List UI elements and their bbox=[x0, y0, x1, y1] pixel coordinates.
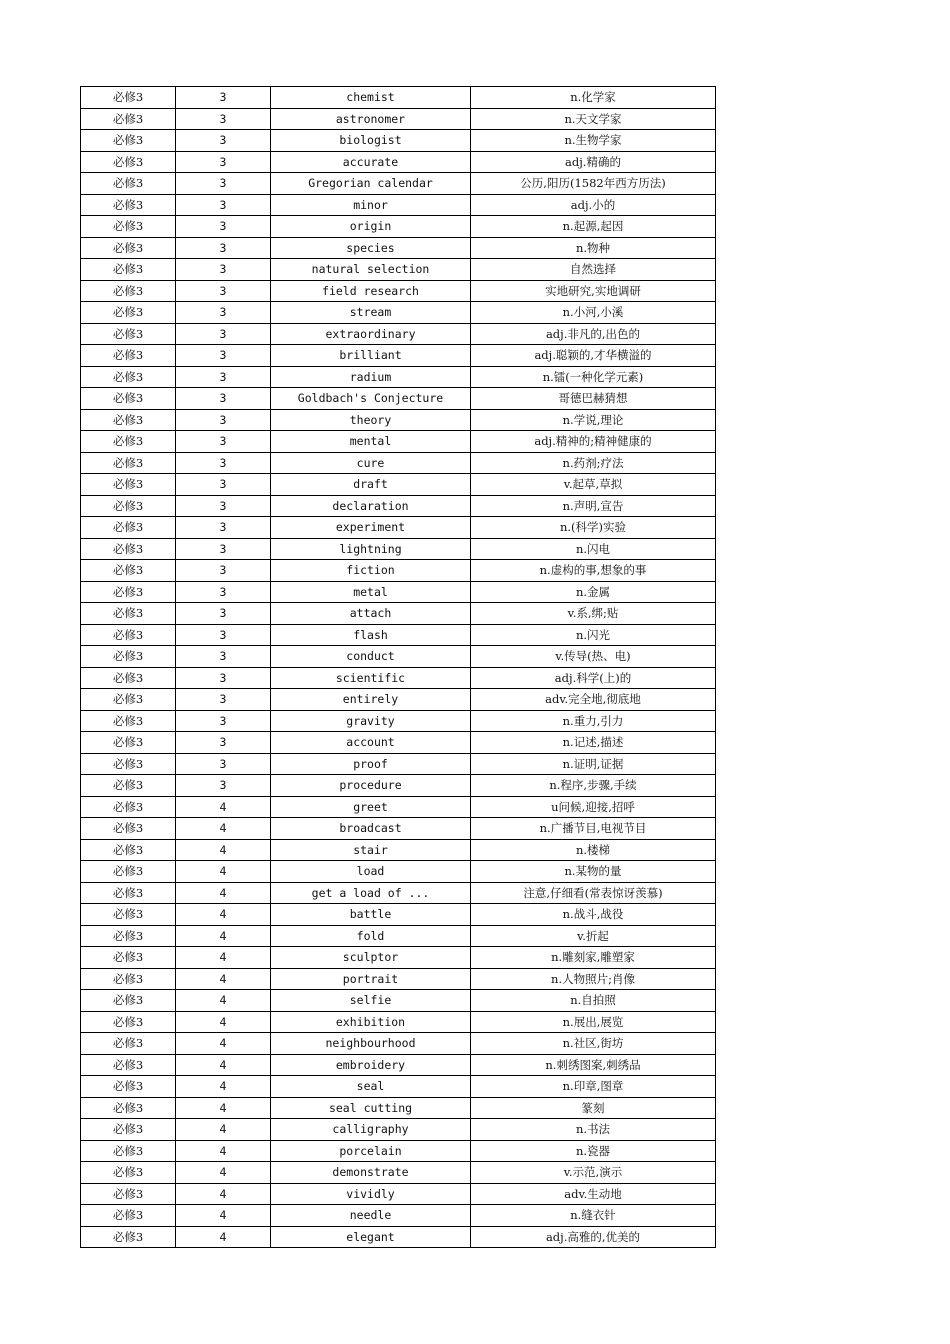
word-cell: demonstrate bbox=[271, 1162, 471, 1184]
textbook-cell: 必修3 bbox=[81, 216, 176, 238]
table-row bbox=[81, 603, 716, 625]
word-cell: entirely bbox=[271, 689, 471, 711]
meaning-cell: n.雕刻家,雕塑家 bbox=[471, 947, 716, 969]
unit-cell: 3 bbox=[176, 517, 271, 539]
unit-cell: 3 bbox=[176, 624, 271, 646]
table-row bbox=[81, 1097, 716, 1119]
textbook-cell: 必修3 bbox=[81, 1119, 176, 1141]
textbook-cell: 必修3 bbox=[81, 753, 176, 775]
word-cell: broadcast bbox=[271, 818, 471, 840]
word-cell: porcelain bbox=[271, 1140, 471, 1162]
word-cell: attach bbox=[271, 603, 471, 625]
textbook-cell: 必修3 bbox=[81, 882, 176, 904]
unit-cell: 4 bbox=[176, 947, 271, 969]
word-cell: fold bbox=[271, 925, 471, 947]
meaning-cell: adv.生动地 bbox=[471, 1183, 716, 1205]
textbook-cell: 必修3 bbox=[81, 1076, 176, 1098]
unit-cell: 4 bbox=[176, 990, 271, 1012]
unit-cell: 4 bbox=[176, 904, 271, 926]
textbook-cell: 必修3 bbox=[81, 603, 176, 625]
unit-cell: 3 bbox=[176, 452, 271, 474]
unit-cell: 4 bbox=[176, 839, 271, 861]
textbook-cell: 必修3 bbox=[81, 452, 176, 474]
meaning-cell: n.闪光 bbox=[471, 624, 716, 646]
textbook-cell: 必修3 bbox=[81, 495, 176, 517]
word-cell: metal bbox=[271, 581, 471, 603]
table-row bbox=[81, 366, 716, 388]
word-cell: needle bbox=[271, 1205, 471, 1227]
textbook-cell: 必修3 bbox=[81, 925, 176, 947]
textbook-cell: 必修3 bbox=[81, 302, 176, 324]
word-cell: declaration bbox=[271, 495, 471, 517]
unit-cell: 3 bbox=[176, 130, 271, 152]
meaning-cell: adj.非凡的,出色的 bbox=[471, 323, 716, 345]
meaning-cell: n.记述,描述 bbox=[471, 732, 716, 754]
word-cell: draft bbox=[271, 474, 471, 496]
textbook-cell: 必修3 bbox=[81, 194, 176, 216]
table-row bbox=[81, 1162, 716, 1184]
word-cell: gravity bbox=[271, 710, 471, 732]
meaning-cell: n.药剂;疗法 bbox=[471, 452, 716, 474]
word-cell: scientific bbox=[271, 667, 471, 689]
table-row bbox=[81, 108, 716, 130]
unit-cell: 3 bbox=[176, 366, 271, 388]
meaning-cell: n.广播节目,电视节目 bbox=[471, 818, 716, 840]
unit-cell: 4 bbox=[176, 1183, 271, 1205]
word-cell: seal cutting bbox=[271, 1097, 471, 1119]
unit-cell: 3 bbox=[176, 173, 271, 195]
textbook-cell: 必修3 bbox=[81, 581, 176, 603]
textbook-cell: 必修3 bbox=[81, 87, 176, 109]
word-cell: portrait bbox=[271, 968, 471, 990]
textbook-cell: 必修3 bbox=[81, 968, 176, 990]
textbook-cell: 必修3 bbox=[81, 517, 176, 539]
unit-cell: 4 bbox=[176, 925, 271, 947]
table-row bbox=[81, 904, 716, 926]
table-row bbox=[81, 689, 716, 711]
textbook-cell: 必修3 bbox=[81, 624, 176, 646]
vocabulary-table bbox=[80, 86, 716, 1248]
textbook-cell: 必修3 bbox=[81, 538, 176, 560]
meaning-cell: adj.聪颖的,才华横溢的 bbox=[471, 345, 716, 367]
textbook-cell: 必修3 bbox=[81, 775, 176, 797]
unit-cell: 4 bbox=[176, 1033, 271, 1055]
meaning-cell: n.缝衣针 bbox=[471, 1205, 716, 1227]
word-cell: fiction bbox=[271, 560, 471, 582]
textbook-cell: 必修3 bbox=[81, 732, 176, 754]
table-row bbox=[81, 861, 716, 883]
table-row bbox=[81, 1076, 716, 1098]
word-cell: sculptor bbox=[271, 947, 471, 969]
textbook-cell: 必修3 bbox=[81, 1054, 176, 1076]
word-cell: astronomer bbox=[271, 108, 471, 130]
table-row bbox=[81, 732, 716, 754]
unit-cell: 3 bbox=[176, 710, 271, 732]
table-row bbox=[81, 495, 716, 517]
table-row bbox=[81, 452, 716, 474]
unit-cell: 3 bbox=[176, 560, 271, 582]
table-row bbox=[81, 775, 716, 797]
table-row bbox=[81, 345, 716, 367]
word-cell: conduct bbox=[271, 646, 471, 668]
meaning-cell: v.系,绑;贴 bbox=[471, 603, 716, 625]
table-row bbox=[81, 1140, 716, 1162]
textbook-cell: 必修3 bbox=[81, 173, 176, 195]
table-row bbox=[81, 796, 716, 818]
meaning-cell: n.小河,小溪 bbox=[471, 302, 716, 324]
unit-cell: 3 bbox=[176, 581, 271, 603]
textbook-cell: 必修3 bbox=[81, 1097, 176, 1119]
unit-cell: 3 bbox=[176, 151, 271, 173]
table-row bbox=[81, 818, 716, 840]
unit-cell: 4 bbox=[176, 1011, 271, 1033]
table-row bbox=[81, 1011, 716, 1033]
table-row bbox=[81, 1119, 716, 1141]
unit-cell: 4 bbox=[176, 1119, 271, 1141]
table-row bbox=[81, 517, 716, 539]
meaning-cell: 公历,阳历(1582年西方历法) bbox=[471, 173, 716, 195]
textbook-cell: 必修3 bbox=[81, 1140, 176, 1162]
meaning-cell: n.学说,理论 bbox=[471, 409, 716, 431]
meaning-cell: n.闪电 bbox=[471, 538, 716, 560]
meaning-cell: adj.精神的;精神健康的 bbox=[471, 431, 716, 453]
table-row bbox=[81, 560, 716, 582]
meaning-cell: u问候,迎接,招呼 bbox=[471, 796, 716, 818]
unit-cell: 4 bbox=[176, 1226, 271, 1248]
table-row bbox=[81, 753, 716, 775]
word-cell: selfie bbox=[271, 990, 471, 1012]
word-cell: exhibition bbox=[271, 1011, 471, 1033]
textbook-cell: 必修3 bbox=[81, 1205, 176, 1227]
meaning-cell: adj.高雅的,优美的 bbox=[471, 1226, 716, 1248]
table-row bbox=[81, 474, 716, 496]
unit-cell: 4 bbox=[176, 1054, 271, 1076]
textbook-cell: 必修3 bbox=[81, 861, 176, 883]
textbook-cell: 必修3 bbox=[81, 990, 176, 1012]
meaning-cell: v.传导(热、电) bbox=[471, 646, 716, 668]
unit-cell: 3 bbox=[176, 753, 271, 775]
meaning-cell: adv.完全地,彻底地 bbox=[471, 689, 716, 711]
table-row bbox=[81, 173, 716, 195]
textbook-cell: 必修3 bbox=[81, 108, 176, 130]
meaning-cell: n.物种 bbox=[471, 237, 716, 259]
textbook-cell: 必修3 bbox=[81, 818, 176, 840]
meaning-cell: n.瓷器 bbox=[471, 1140, 716, 1162]
word-cell: seal bbox=[271, 1076, 471, 1098]
unit-cell: 4 bbox=[176, 1140, 271, 1162]
unit-cell: 3 bbox=[176, 538, 271, 560]
unit-cell: 4 bbox=[176, 861, 271, 883]
meaning-cell: adj.科学(上)的 bbox=[471, 667, 716, 689]
word-cell: extraordinary bbox=[271, 323, 471, 345]
word-cell: battle bbox=[271, 904, 471, 926]
textbook-cell: 必修3 bbox=[81, 409, 176, 431]
word-cell: account bbox=[271, 732, 471, 754]
unit-cell: 3 bbox=[176, 388, 271, 410]
textbook-cell: 必修3 bbox=[81, 796, 176, 818]
meaning-cell: n.程序,步骤,手续 bbox=[471, 775, 716, 797]
word-cell: brilliant bbox=[271, 345, 471, 367]
unit-cell: 4 bbox=[176, 1076, 271, 1098]
word-cell: chemist bbox=[271, 87, 471, 109]
textbook-cell: 必修3 bbox=[81, 667, 176, 689]
meaning-cell: n.某物的量 bbox=[471, 861, 716, 883]
meaning-cell: 实地研究,实地调研 bbox=[471, 280, 716, 302]
meaning-cell: n.化学家 bbox=[471, 87, 716, 109]
meaning-cell: n.人物照片;肖像 bbox=[471, 968, 716, 990]
meaning-cell: adj.精确的 bbox=[471, 151, 716, 173]
word-cell: mental bbox=[271, 431, 471, 453]
textbook-cell: 必修3 bbox=[81, 366, 176, 388]
word-cell: calligraphy bbox=[271, 1119, 471, 1141]
table-row bbox=[81, 925, 716, 947]
word-cell: natural selection bbox=[271, 259, 471, 281]
table-row bbox=[81, 624, 716, 646]
vocabulary-table-body bbox=[81, 87, 716, 1248]
unit-cell: 3 bbox=[176, 302, 271, 324]
meaning-cell: n.展出,展览 bbox=[471, 1011, 716, 1033]
unit-cell: 3 bbox=[176, 323, 271, 345]
table-row bbox=[81, 882, 716, 904]
unit-cell: 3 bbox=[176, 259, 271, 281]
unit-cell: 4 bbox=[176, 1205, 271, 1227]
meaning-cell: v.折起 bbox=[471, 925, 716, 947]
table-row bbox=[81, 130, 716, 152]
table-row bbox=[81, 302, 716, 324]
word-cell: stream bbox=[271, 302, 471, 324]
word-cell: stair bbox=[271, 839, 471, 861]
textbook-cell: 必修3 bbox=[81, 560, 176, 582]
meaning-cell: adj.小的 bbox=[471, 194, 716, 216]
table-row bbox=[81, 1205, 716, 1227]
unit-cell: 3 bbox=[176, 194, 271, 216]
textbook-cell: 必修3 bbox=[81, 1162, 176, 1184]
unit-cell: 4 bbox=[176, 1097, 271, 1119]
unit-cell: 3 bbox=[176, 345, 271, 367]
word-cell: greet bbox=[271, 796, 471, 818]
unit-cell: 3 bbox=[176, 237, 271, 259]
unit-cell: 3 bbox=[176, 495, 271, 517]
meaning-cell: n.天文学家 bbox=[471, 108, 716, 130]
table-row bbox=[81, 646, 716, 668]
unit-cell: 3 bbox=[176, 409, 271, 431]
meaning-cell: n.书法 bbox=[471, 1119, 716, 1141]
meaning-cell: n.金属 bbox=[471, 581, 716, 603]
meaning-cell: v.起草,草拟 bbox=[471, 474, 716, 496]
word-cell: get a load of ... bbox=[271, 882, 471, 904]
meaning-cell: n.刺绣图案,刺绣品 bbox=[471, 1054, 716, 1076]
table-row bbox=[81, 280, 716, 302]
unit-cell: 4 bbox=[176, 882, 271, 904]
word-cell: theory bbox=[271, 409, 471, 431]
unit-cell: 4 bbox=[176, 968, 271, 990]
textbook-cell: 必修3 bbox=[81, 904, 176, 926]
table-row bbox=[81, 581, 716, 603]
textbook-cell: 必修3 bbox=[81, 280, 176, 302]
textbook-cell: 必修3 bbox=[81, 710, 176, 732]
table-row bbox=[81, 409, 716, 431]
table-row bbox=[81, 194, 716, 216]
table-row bbox=[81, 388, 716, 410]
meaning-cell: 篆刻 bbox=[471, 1097, 716, 1119]
table-row bbox=[81, 151, 716, 173]
textbook-cell: 必修3 bbox=[81, 646, 176, 668]
unit-cell: 3 bbox=[176, 775, 271, 797]
textbook-cell: 必修3 bbox=[81, 237, 176, 259]
word-cell: biologist bbox=[271, 130, 471, 152]
word-cell: experiment bbox=[271, 517, 471, 539]
table-row bbox=[81, 839, 716, 861]
unit-cell: 4 bbox=[176, 818, 271, 840]
textbook-cell: 必修3 bbox=[81, 1226, 176, 1248]
unit-cell: 3 bbox=[176, 474, 271, 496]
meaning-cell: n.虚构的事,想象的事 bbox=[471, 560, 716, 582]
meaning-cell: n.(科学)实验 bbox=[471, 517, 716, 539]
table-row bbox=[81, 667, 716, 689]
table-row bbox=[81, 968, 716, 990]
textbook-cell: 必修3 bbox=[81, 947, 176, 969]
textbook-cell: 必修3 bbox=[81, 345, 176, 367]
meaning-cell: 哥德巴赫猜想 bbox=[471, 388, 716, 410]
table-row bbox=[81, 1183, 716, 1205]
table-row bbox=[81, 1054, 716, 1076]
textbook-cell: 必修3 bbox=[81, 323, 176, 345]
word-cell: cure bbox=[271, 452, 471, 474]
unit-cell: 3 bbox=[176, 280, 271, 302]
table-row bbox=[81, 1226, 716, 1248]
word-cell: accurate bbox=[271, 151, 471, 173]
textbook-cell: 必修3 bbox=[81, 130, 176, 152]
word-cell: flash bbox=[271, 624, 471, 646]
word-cell: proof bbox=[271, 753, 471, 775]
meaning-cell: n.自拍照 bbox=[471, 990, 716, 1012]
word-cell: radium bbox=[271, 366, 471, 388]
meaning-cell: 注意,仔细看(常表惊讶羡慕) bbox=[471, 882, 716, 904]
word-cell: Gregorian calendar bbox=[271, 173, 471, 195]
table-row bbox=[81, 710, 716, 732]
textbook-cell: 必修3 bbox=[81, 1011, 176, 1033]
table-row bbox=[81, 87, 716, 109]
textbook-cell: 必修3 bbox=[81, 431, 176, 453]
meaning-cell: n.战斗,战役 bbox=[471, 904, 716, 926]
meaning-cell: n.社区,街坊 bbox=[471, 1033, 716, 1055]
word-cell: vividly bbox=[271, 1183, 471, 1205]
meaning-cell: n.重力,引力 bbox=[471, 710, 716, 732]
textbook-cell: 必修3 bbox=[81, 839, 176, 861]
word-cell: field research bbox=[271, 280, 471, 302]
unit-cell: 3 bbox=[176, 646, 271, 668]
meaning-cell: n.证明,证据 bbox=[471, 753, 716, 775]
unit-cell: 4 bbox=[176, 796, 271, 818]
table-row bbox=[81, 538, 716, 560]
table-row bbox=[81, 237, 716, 259]
word-cell: embroidery bbox=[271, 1054, 471, 1076]
unit-cell: 3 bbox=[176, 431, 271, 453]
table-row bbox=[81, 990, 716, 1012]
unit-cell: 3 bbox=[176, 667, 271, 689]
unit-cell: 3 bbox=[176, 108, 271, 130]
unit-cell: 3 bbox=[176, 689, 271, 711]
word-cell: minor bbox=[271, 194, 471, 216]
table-row bbox=[81, 216, 716, 238]
textbook-cell: 必修3 bbox=[81, 1033, 176, 1055]
meaning-cell: n.镭(一种化学元素) bbox=[471, 366, 716, 388]
textbook-cell: 必修3 bbox=[81, 474, 176, 496]
textbook-cell: 必修3 bbox=[81, 1183, 176, 1205]
textbook-cell: 必修3 bbox=[81, 151, 176, 173]
unit-cell: 3 bbox=[176, 87, 271, 109]
table-row bbox=[81, 1033, 716, 1055]
unit-cell: 4 bbox=[176, 1162, 271, 1184]
meaning-cell: n.生物学家 bbox=[471, 130, 716, 152]
unit-cell: 3 bbox=[176, 732, 271, 754]
unit-cell: 3 bbox=[176, 603, 271, 625]
word-cell: procedure bbox=[271, 775, 471, 797]
textbook-cell: 必修3 bbox=[81, 388, 176, 410]
meaning-cell: n.楼梯 bbox=[471, 839, 716, 861]
word-cell: origin bbox=[271, 216, 471, 238]
meaning-cell: n.印章,图章 bbox=[471, 1076, 716, 1098]
textbook-cell: 必修3 bbox=[81, 259, 176, 281]
word-cell: species bbox=[271, 237, 471, 259]
word-cell: neighbourhood bbox=[271, 1033, 471, 1055]
word-cell: Goldbach's Conjecture bbox=[271, 388, 471, 410]
word-cell: load bbox=[271, 861, 471, 883]
meaning-cell: n.起源,起因 bbox=[471, 216, 716, 238]
table-row bbox=[81, 431, 716, 453]
meaning-cell: 自然选择 bbox=[471, 259, 716, 281]
textbook-cell: 必修3 bbox=[81, 689, 176, 711]
unit-cell: 3 bbox=[176, 216, 271, 238]
table-row bbox=[81, 947, 716, 969]
meaning-cell: v.示范,演示 bbox=[471, 1162, 716, 1184]
table-row bbox=[81, 323, 716, 345]
table-row bbox=[81, 259, 716, 281]
meaning-cell: n.声明,宣告 bbox=[471, 495, 716, 517]
word-cell: elegant bbox=[271, 1226, 471, 1248]
word-cell: lightning bbox=[271, 538, 471, 560]
